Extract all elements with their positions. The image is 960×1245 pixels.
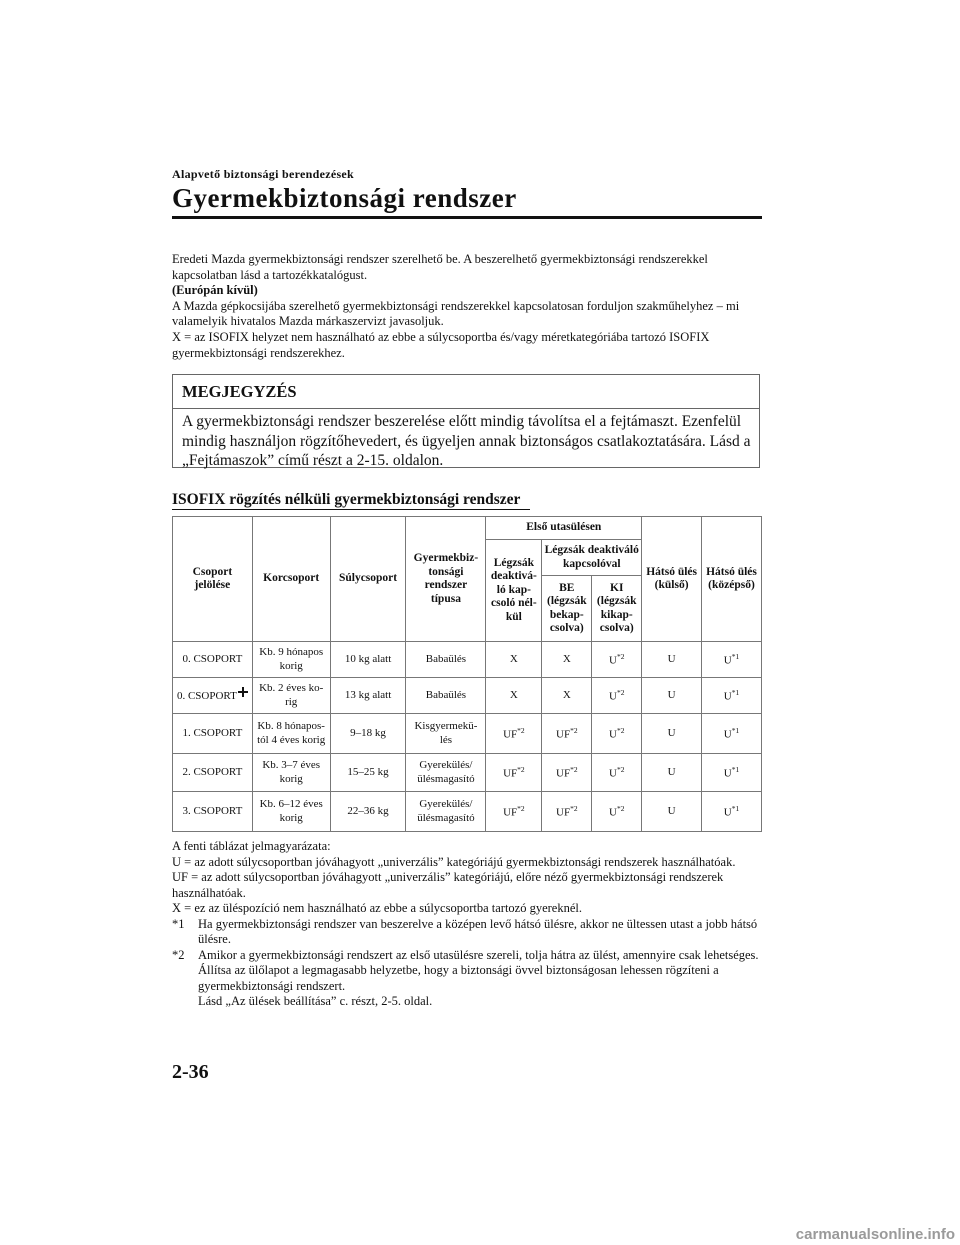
note-box — [172, 374, 760, 468]
cell-age: Kb. 6–12 éves korig — [252, 792, 330, 832]
table-row — [173, 678, 762, 714]
cell-age: Kb. 3–7 éves korig — [252, 754, 330, 792]
footnote-1-text: Ha gyermekbiztonsági rendszer van beszerelve a középen levő hátsó ülésre, akkor ne ültessen utast a jobb hátsó ülésre. — [198, 916, 758, 946]
cell-age: Kb. 9 hónapos korig — [252, 642, 330, 678]
cell-weight: 22–36 kg — [330, 792, 406, 832]
header-airbag-off: KI (légzsák kikap-csolva) — [592, 576, 642, 642]
cell-type: Kisgyermekü-lés — [406, 714, 486, 754]
watermark-link[interactable]: carmanualsonline.info — [795, 1226, 955, 1243]
cell-be: UF$^{*2}$ — [542, 754, 592, 792]
cell-rear-center: $U^{*1}$ — [702, 678, 762, 714]
cell-rear-center: $U^{*1}$ — [702, 754, 762, 792]
cell-ki: $U^{*2}$ — [592, 678, 642, 714]
cell-weight: 10 kg alatt — [330, 642, 406, 678]
intro-paragraph-3: X = az ISOFIX helyzet nem használható az ebbe a súlycsoportba és/vagy méretkategóriába tartozó ISOFIX gyermekbiztonsági rendszerekhez. — [172, 329, 710, 360]
page-title: Gyermekbiztonsági rendszer — [172, 183, 517, 213]
header-weight: Súlycsoport — [330, 517, 406, 642]
cell-type: Babaülés — [406, 678, 486, 714]
cell-no-switch: UF$^{*2}$ — [486, 714, 542, 754]
table-title-underline — [172, 509, 530, 510]
legend-x: X = ez az üléspozíció nem használható az ebbe a súlycsoportba tartozó gyereknél. — [172, 901, 583, 915]
footnote-1-marker: *1 — [172, 916, 185, 931]
header-group: Csoport jelölése — [173, 517, 253, 642]
table-row — [173, 642, 762, 678]
cell-be: X — [542, 678, 592, 714]
header-no-switch: Légzsák deaktivá-ló kap-csoló nél-kül — [486, 540, 542, 642]
cell-be: X — [542, 642, 592, 678]
footnote-2-reference: Lásd „Az ülések beállítása” c. részt, 2-5. oldal. — [198, 994, 433, 1008]
cell-no-switch: X — [486, 678, 542, 714]
cell-rear-center: $U^{*1}$ — [702, 642, 762, 678]
cell-no-switch: UF$^{*2}$ — [486, 754, 542, 792]
table-title: ISOFIX rögzítés nélküli gyermekbiztonsági rendszer — [172, 491, 521, 508]
intro-text — [172, 252, 764, 361]
cell-age: Kb. 2 éves ko-rig — [252, 678, 330, 714]
intro-paragraph-2: A Mazda gépkocsijába szerelhető gyermekbiztonsági rendszerekkel kapcsolatosan forduljon szakműhelyhez – mi valamelyik hivatalos Mazda márkaszervizt javasoljuk. — [172, 298, 740, 329]
cell-ki: $U^{*2}$ — [592, 642, 642, 678]
cell-group: 1. CSOPORT — [173, 714, 253, 754]
isofix-table — [172, 516, 762, 832]
cell-weight: 9–18 kg — [330, 714, 406, 754]
footnote-2-marker: *2 — [172, 947, 185, 962]
note-title: MEGJEGYZÉS — [173, 375, 759, 409]
header-rear-center: Hátsó ülés (középső) — [702, 517, 762, 642]
title-divider — [172, 216, 762, 219]
cell-weight: 15–25 kg — [330, 754, 406, 792]
footnote-2-text: Amikor a gyermekbiztonsági rendszert az első utasülésre szereli, tolja hátra az ülést, amennyire csak lehetséges. Állítsa az ülőlapot a legmagasabb helyzetbe, hogy a biztonsági övvel biztonságosan lehessen rögzíteni a gyermekbiztonsági rendszert. — [198, 947, 759, 993]
cell-group: 0. CSOPORT — [173, 642, 253, 678]
cell-rear-outer: U — [642, 792, 702, 832]
section-label: Alapvető biztonsági berendezések — [172, 167, 355, 181]
header-type: Gyermekbiz-tonsági rendszer típusa — [406, 517, 486, 642]
footnote-2 — [172, 948, 767, 1010]
cell-group: 0. CSOPORT — [173, 678, 253, 714]
header-front-seat: Első utasülésen — [486, 517, 642, 540]
table-row — [173, 792, 762, 832]
legend-u: U = az adott súlycsoportban jóváhagyott „univerzális” kategóriájú gyermekbiztonsági rendszerek használhatóak. — [172, 854, 736, 869]
cell-rear-outer: U — [642, 714, 702, 754]
cell-rear-outer: U — [642, 754, 702, 792]
cell-no-switch: UF$^{*2}$ — [486, 792, 542, 832]
header-age: Korcsoport — [252, 517, 330, 642]
cell-group: 2. CSOPORT — [173, 754, 253, 792]
cell-ki: $U^{*2}$ — [592, 714, 642, 754]
cell-no-switch: X — [486, 642, 542, 678]
cell-rear-center: $U^{*1}$ — [702, 792, 762, 832]
cell-be: UF$^{*2}$ — [542, 792, 592, 832]
note-text: A gyermekbiztonsági rendszer beszerelése előtt mindig távolítsa el a fejtámaszt. Ezenfelül mindig használjon rögzítőhevedert, és ügyeljen annak biztonságos csatlakoztatására. Lásd a „Fejtámaszok” című részt a 2-15. oldalon. — [182, 413, 751, 469]
page-number: 2-36 — [172, 1061, 209, 1083]
cell-type: Gyerekülés/ ülésmagasító — [406, 792, 486, 832]
cell-ki: $U^{*2}$ — [592, 792, 642, 832]
table-row — [173, 714, 762, 754]
cell-age: Kb. 8 hónapos-tól 4 éves korig — [252, 714, 330, 754]
header-with-switch: Légzsák deaktiváló kapcsolóval — [542, 540, 642, 576]
table-row — [173, 754, 762, 792]
cell-group: 3. CSOPORT — [173, 792, 253, 832]
plus-icon — [238, 687, 248, 697]
cell-rear-center: $U^{*1}$ — [702, 714, 762, 754]
legend-title: A fenti táblázat jelmagyarázata: — [172, 839, 331, 853]
legend-uf: UF = az adott súlycsoportban jóváhagyott „univerzális” kategóriájú, előre néző gyermekbiztonsági rendszerek használhatóak. — [172, 870, 724, 900]
cell-weight: 13 kg alatt — [330, 678, 406, 714]
intro-paragraph-1: Eredeti Mazda gyermekbiztonsági rendszer szerelhető be. A beszerelhető gyermekbiztonsági rendszerekkel kapcsolatban lásd a tartozékkatalógust. — [172, 252, 708, 282]
footnote-1 — [172, 917, 767, 948]
cell-ki: $U^{*2}$ — [592, 754, 642, 792]
cell-rear-outer: U — [642, 642, 702, 678]
header-airbag-on: BE (légzsák bekap-csolva) — [542, 576, 592, 642]
cell-rear-outer: U — [642, 678, 702, 714]
table-legend — [172, 839, 767, 1010]
intro-heading-outside-europe: (Európán kívül) — [172, 283, 258, 298]
cell-type: Babaülés — [406, 642, 486, 678]
cell-type: Gyerekülés/ ülésmagasító — [406, 754, 486, 792]
header-rear-outer: Hátsó ülés (külső) — [642, 517, 702, 642]
cell-be: UF$^{*2}$ — [542, 714, 592, 754]
